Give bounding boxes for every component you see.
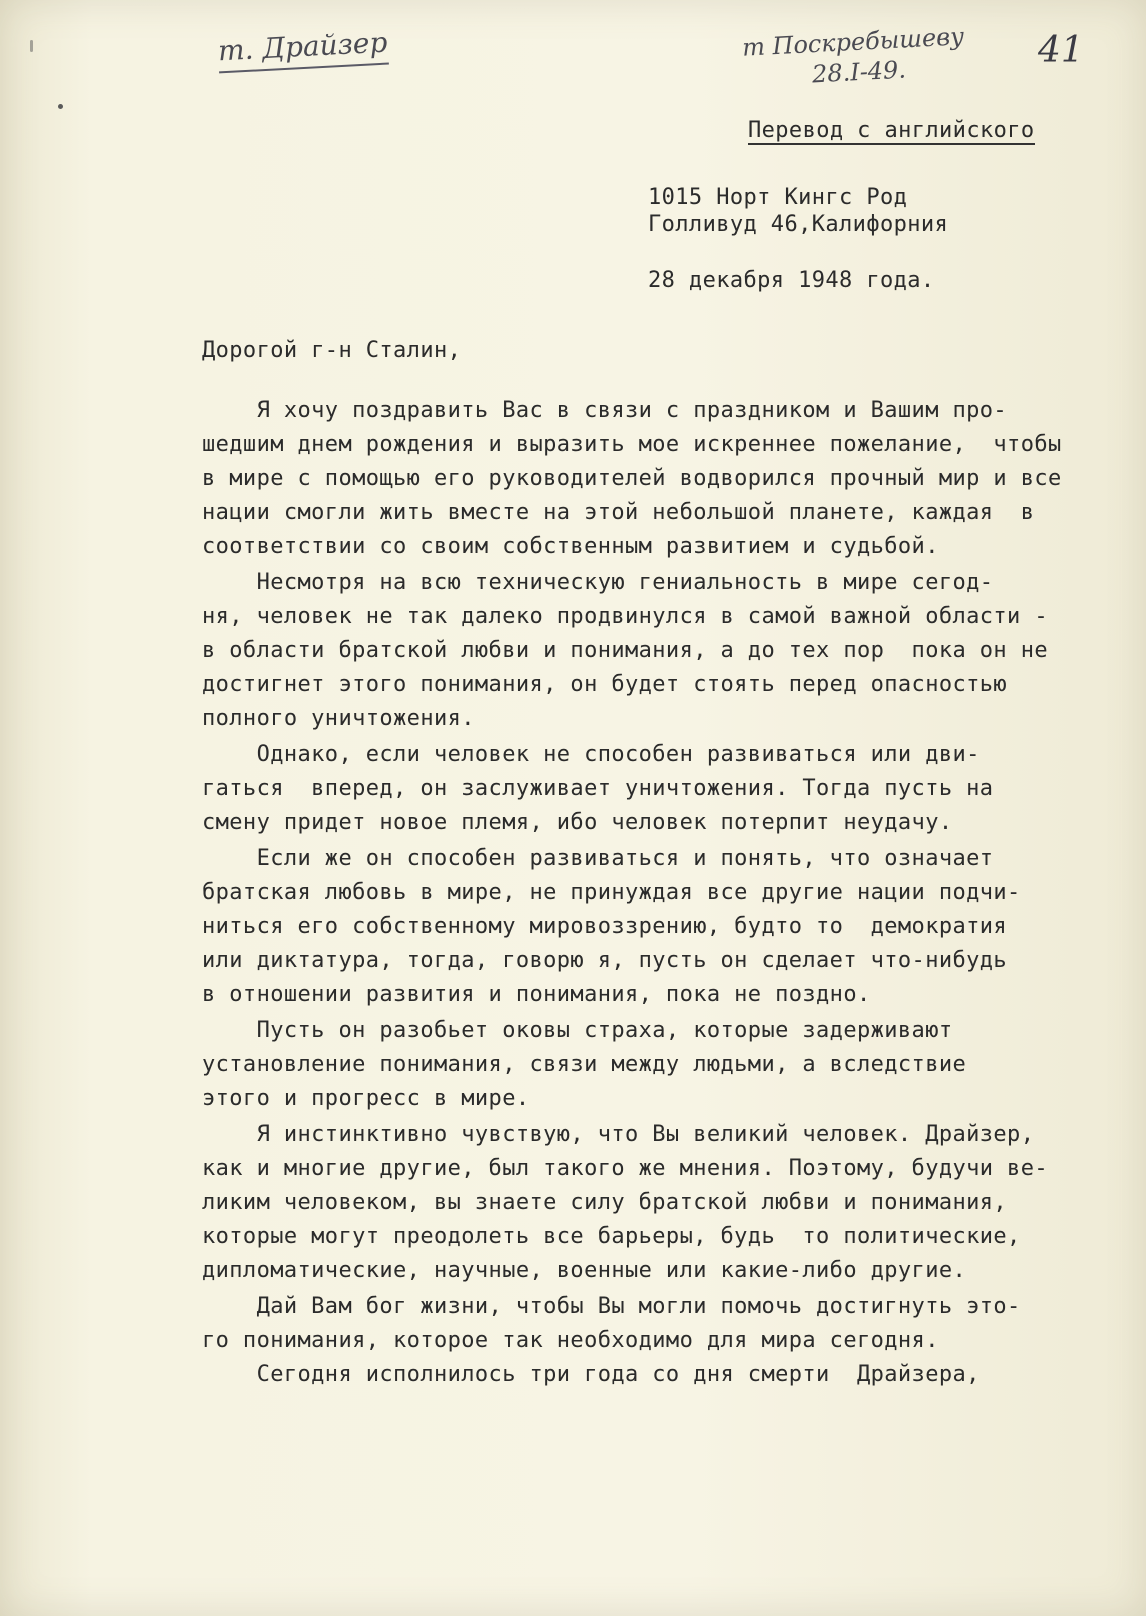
body-line: Пусть он разобьет оковы страха, которые задерживают xyxy=(202,1018,953,1043)
body-line: гаться вперед, он заслуживает уничтожения. Тогда пусть на xyxy=(202,776,994,801)
body-line: полного уничтожения. xyxy=(202,706,475,731)
body-line: ня, человек не так далеко продвинулся в самой важной области - xyxy=(202,604,1048,629)
body-line: или диктатура, тогда, говорю я, пусть он сделает что-нибудь xyxy=(202,948,1008,973)
body-line: установление понимания, связи между людьми, а вследствие xyxy=(202,1052,967,1077)
body-line: которые могут преодолеть все барьеры, будь то политические, xyxy=(202,1224,1021,1249)
address-line-1: 1015 Норт Кингс Род xyxy=(648,185,908,210)
body-line: шедшим днем рождения и выразить мое искреннее пожелание, чтобы xyxy=(202,432,1062,457)
body-line: Я хочу поздравить Вас в связи с праздником и Вашим про- xyxy=(202,398,1008,423)
ink-mark xyxy=(30,40,33,52)
body-line: в области братской любви и понимания, а до тех пор пока он не xyxy=(202,638,1048,663)
body-line: братская любовь в мире, не принуждая все другие нации подчи- xyxy=(202,880,1021,905)
body-line: этого и прогресс в мире. xyxy=(202,1086,530,1111)
handwritten-name: т. Драйзер xyxy=(217,26,388,74)
body-line: ниться его собственному мировоззрению, будто то демократия xyxy=(202,914,1008,939)
body-line: Сегодня исполнилось три года со дня смерти Драйзера, xyxy=(202,1362,980,1387)
body-line: смену придет новое племя, ибо человек потерпит неудачу. xyxy=(202,810,953,835)
body-line: Если же он способен развиваться и понять, что означает xyxy=(202,846,994,871)
handwritten-date: 28.I-49. xyxy=(811,55,907,89)
address-line-2: Голливуд 46,Калифорния xyxy=(648,212,949,237)
body-line: го понимания, которое так необходимо для мира сегодня. xyxy=(202,1328,939,1353)
letter-date: 28 декабря 1948 года. xyxy=(648,268,935,293)
body-line: Несмотря на всю техническую гениальность в мире сегод- xyxy=(202,570,994,595)
body-line: в мире с помощью его руководителей водворился прочный мир и все xyxy=(202,466,1062,491)
body-line: нации смогли жить вместе на этой небольшой планете, каждая в xyxy=(202,500,1035,525)
body-line: достигнет этого понимания, он будет стоять перед опасностью xyxy=(202,672,1008,697)
body-line: как и многие другие, был такого же мнения. Поэтому, будучи ве- xyxy=(202,1156,1048,1181)
salutation: Дорогой г-н Сталин, xyxy=(202,338,462,363)
body-line: соответствии со своим собственным развитием и судьбой. xyxy=(202,534,939,559)
body-line: ликим человеком, вы знаете силу братской любви и понимания, xyxy=(202,1190,1008,1215)
body-line: Я инстинктивно чувствую, что Вы великий человек. Драйзер, xyxy=(202,1122,1035,1147)
body-line: дипломатические, научные, военные или какие-либо другие. xyxy=(202,1258,967,1283)
handwritten-addressee: т Поскребышеву xyxy=(741,22,965,62)
page-number: 41 xyxy=(1038,30,1084,71)
translation-note: Перевод с английского xyxy=(748,118,1035,143)
body-line: Однако, если человек не способен развиваться или дви- xyxy=(202,742,980,767)
body-line: Дай Вам бог жизни, чтобы Вы могли помочь достигнуть это- xyxy=(202,1294,1021,1319)
body-line: в отношении развития и понимания, пока не поздно. xyxy=(202,982,871,1007)
ink-mark xyxy=(58,104,63,109)
